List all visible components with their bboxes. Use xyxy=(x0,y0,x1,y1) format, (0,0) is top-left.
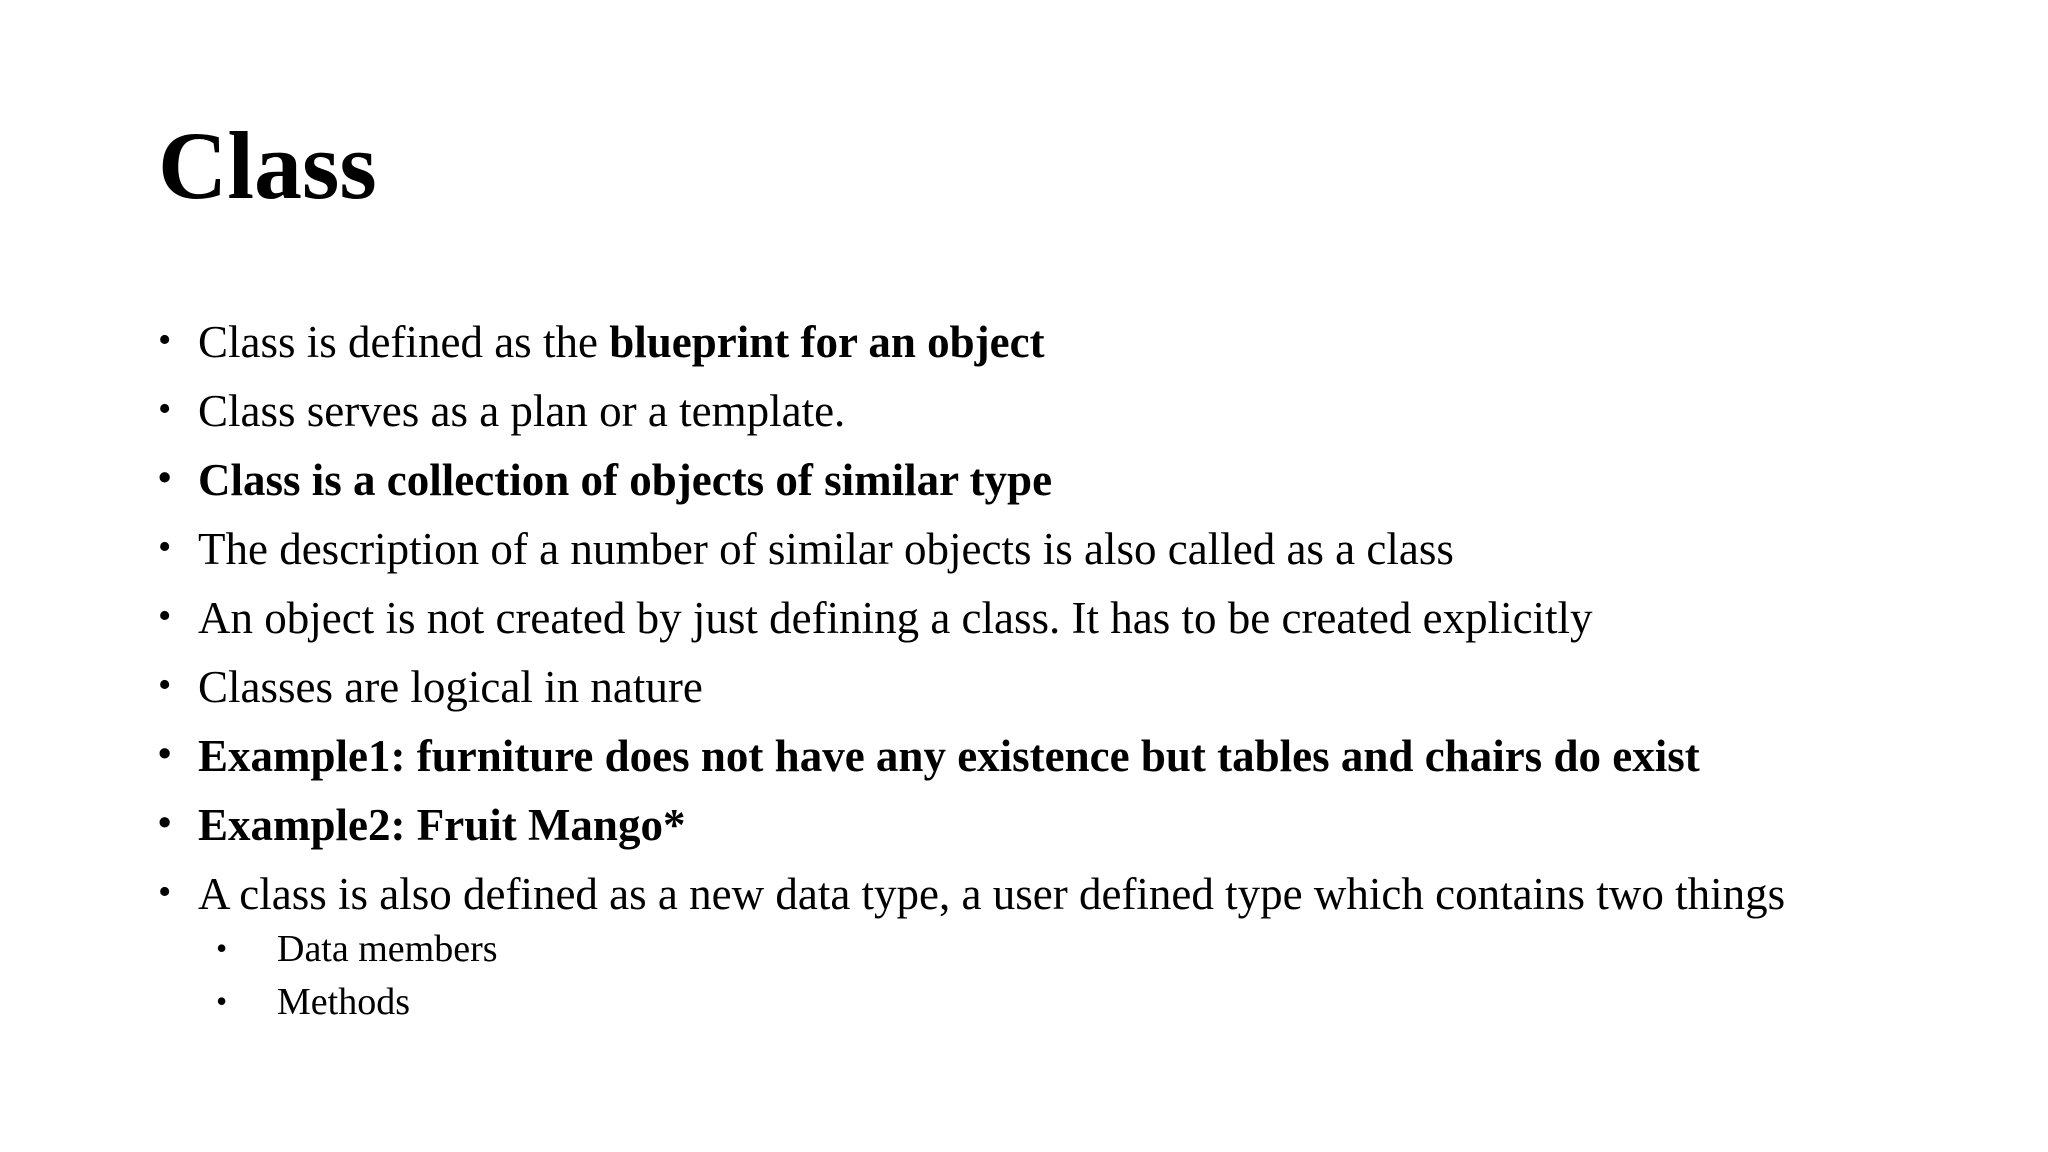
sub-bullet-item-data-members xyxy=(158,926,498,979)
bullet-bold-text: blueprint for an object xyxy=(609,317,1045,367)
bullet-text: Class is a collection of objects of similar type xyxy=(198,455,1053,505)
slide-title: Class xyxy=(158,112,377,219)
bullet-item-example1 xyxy=(158,728,2018,797)
bullet-item-example2 xyxy=(158,797,2018,866)
bullet-text: An object is not created by just defining a class. It has to be created explicitly xyxy=(198,593,1593,643)
sub-bullet-item-methods xyxy=(158,979,498,1032)
bullet-item-object-creation xyxy=(158,590,2018,659)
bullet-item-logical xyxy=(158,659,2018,728)
bullet-list xyxy=(158,314,2018,935)
bullet-text: The description of a number of similar objects is also called as a class xyxy=(198,524,1454,574)
bullet-text: A class is also defined as a new data type, a user defined type which contains two things xyxy=(198,869,1786,919)
bullet-text: Example2: Fruit Mango* xyxy=(198,800,686,850)
bullet-item-collection xyxy=(158,452,2018,521)
bullet-item-data-type xyxy=(158,866,2018,935)
bullet-text: Class is defined as the xyxy=(198,317,610,367)
bullet-item-description xyxy=(158,521,2018,590)
bullet-text: Example1: furniture does not have any existence but tables and chairs do exist xyxy=(198,731,1700,781)
bullet-text: Class serves as a plan or a template. xyxy=(198,386,846,436)
sub-bullet-text: Data members xyxy=(277,928,498,970)
bullet-item-plan xyxy=(158,383,2018,452)
bullet-text: Classes are logical in nature xyxy=(198,662,703,712)
sub-bullet-list xyxy=(158,926,498,1032)
bullet-item-blueprint xyxy=(158,314,2018,383)
sub-bullet-text: Methods xyxy=(277,981,410,1023)
